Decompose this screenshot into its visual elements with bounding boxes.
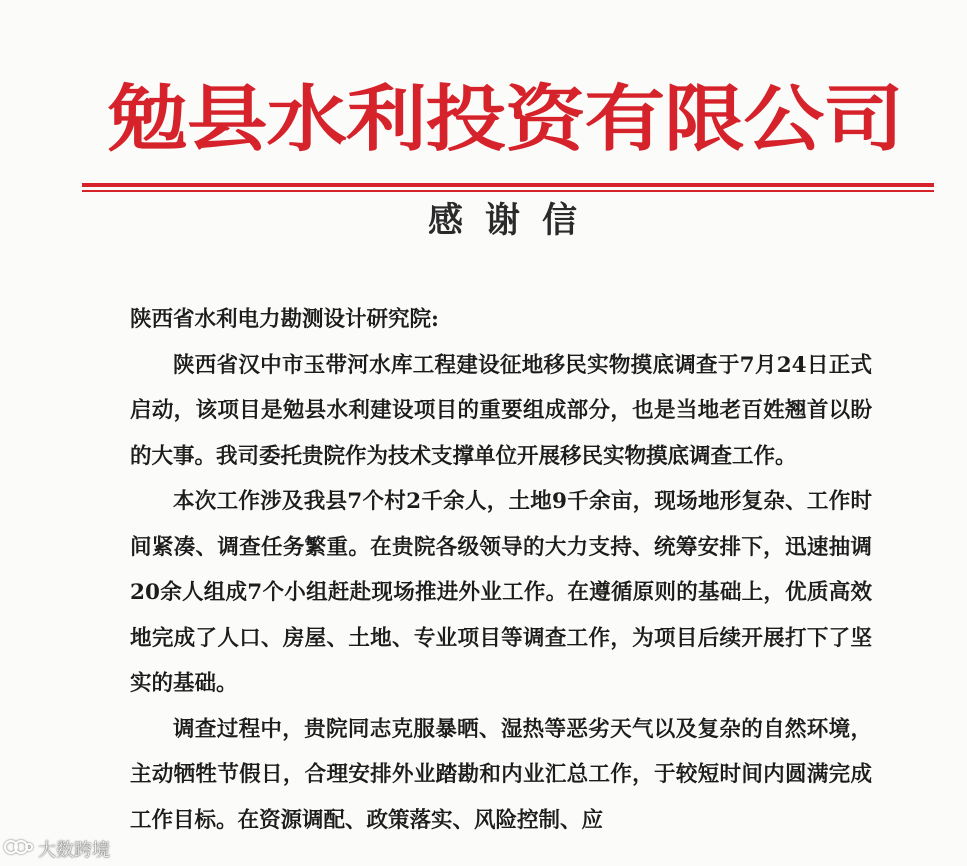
- letterhead-title-wrap: [0, 78, 967, 160]
- body-paragraph-1: 陕西省汉中市玉带河水库工程建设征地移民实物摸底调查于7月24日正式启动，该项目是勉县水利建设项目的重要组成部分，也是当地老百姓翘首以盼的大事。我司委托贵院作为技术支撑单位开展移民实物摸底调查工作。: [130, 352, 872, 469]
- document-title: 感谢信: [427, 200, 599, 241]
- body-paragraph-2: 本次工作涉及我县7个村2千余人，土地9千余亩，现场地形复杂、工作时间紧凑、调查任务繁重。在贵院各级领导的大力支持、统筹安排下，迅速抽调20余人组成7个小组赶赴现场推进外业工作。在遵循原则的基础上，优质高效地完成了人口、房屋、土地、专业项目等调查工作，为项目后续开展打下了坚实的基础。: [130, 489, 872, 696]
- letterhead-rule-thin: [82, 190, 934, 192]
- letterhead-rule-thick: [82, 183, 934, 187]
- salutation: 陕西省水利电力勘测设计研究院:: [130, 307, 439, 332]
- dashu-logo-icon: [4, 837, 34, 862]
- body-paragraph-3: 调查过程中，贵院同志克服暴晒、湿热等恶劣天气以及复杂的自然环境，主动牺牲节假日，合理安排外业踏勘和内业汇总工作，于较短时间内圆满完成工作目标。在资源调配、政策落实、风险控制、应: [130, 716, 872, 833]
- letter-body: [130, 297, 872, 843]
- watermark: [4, 836, 110, 862]
- company-name: 勉县水利投资有限公司: [107, 76, 904, 161]
- watermark-text: 大数跨境: [38, 840, 110, 861]
